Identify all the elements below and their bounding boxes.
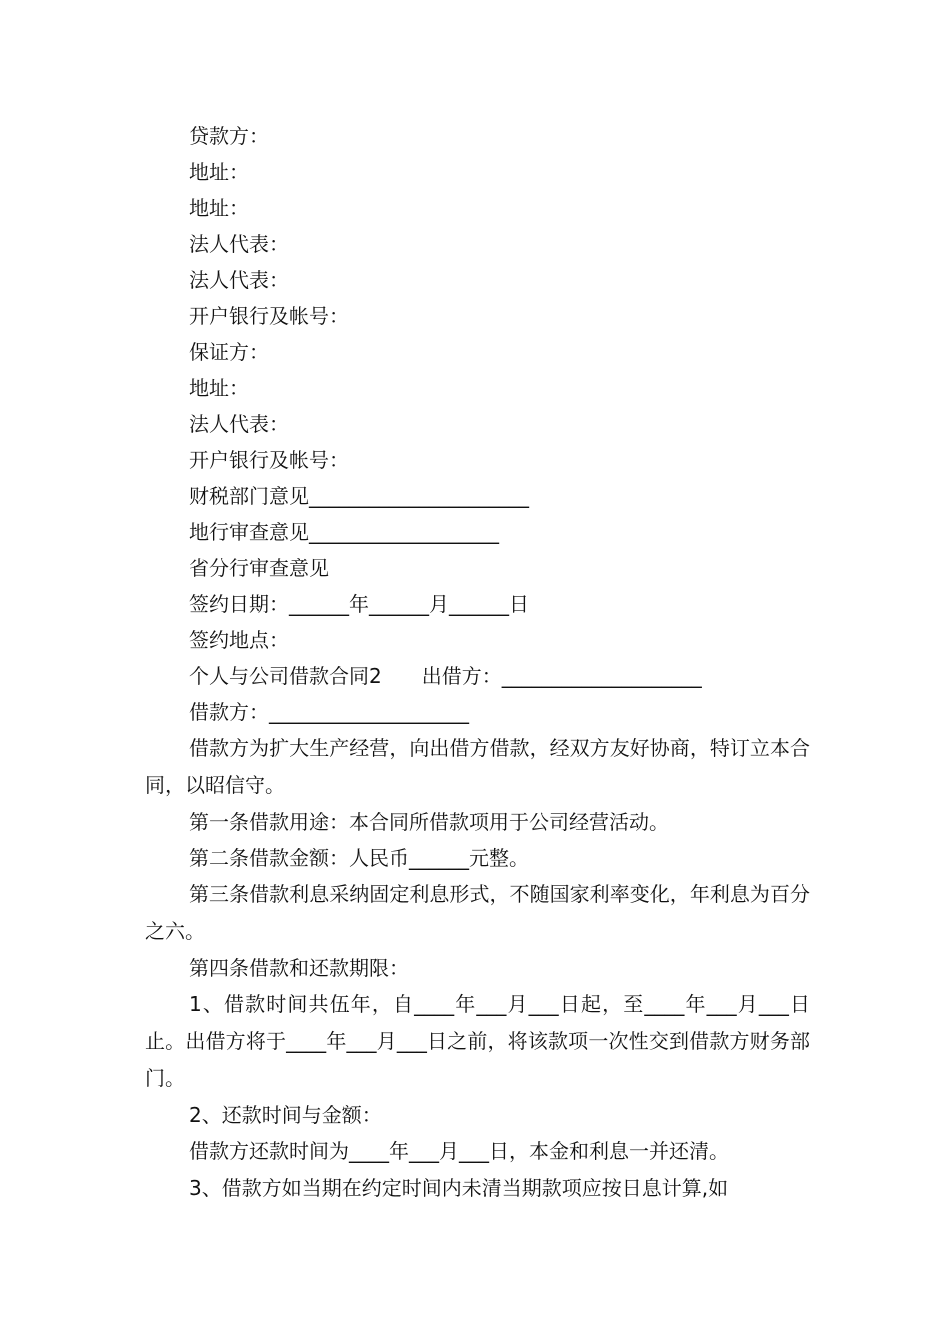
signing-place: 签约地点： — [189, 628, 289, 652]
clause-1: 1、借款时间共伍年，自____年___月___日起，至____年___月___日止。出借方将于____年___月___日之前，将该款项一次性交到借款方财务部门。 — [145, 992, 810, 1090]
clause-2: 2、还款时间与金额： — [189, 1103, 382, 1127]
tax-dept-opinion: 财税部门意见______________________ — [189, 484, 529, 508]
contract-body — [145, 118, 810, 1207]
bank-account-label: 开户银行及帐号： — [189, 304, 349, 328]
signing-date: 签约日期：______年______月______日 — [189, 592, 529, 616]
bank-account-label: 开户银行及帐号： — [189, 448, 349, 472]
clause-3: 3、借款方如当期在约定时间内未清当期款项应按日息计算,如 — [189, 1176, 729, 1200]
legal-rep-label: 法人代表： — [189, 232, 289, 256]
address-label: 地址： — [189, 196, 249, 220]
article-3: 第三条借款利息采纳固定利息形式，不随国家利率变化，年利息为百分之六。 — [145, 882, 810, 943]
legal-rep-label: 法人代表： — [189, 268, 289, 292]
legal-rep-label: 法人代表： — [189, 412, 289, 436]
borrower-label: 借款方：____________________ — [189, 700, 469, 724]
article-2: 第二条借款金额：人民币______元整。 — [189, 846, 529, 870]
address-label: 地址： — [189, 376, 249, 400]
repayment-time: 借款方还款时间为____年___月___日，本金和利息一并还清。 — [189, 1139, 729, 1163]
address-label: 地址： — [189, 160, 249, 184]
article-4: 第四条借款和还款期限： — [189, 956, 409, 980]
local-bank-opinion: 地行审查意见___________________ — [189, 520, 499, 544]
article-1: 第一条借款用途：本合同所借款项用于公司经营活动。 — [189, 810, 669, 834]
provincial-bank-opinion: 省分行审查意见 — [189, 556, 329, 580]
contract-title-lender: 个人与公司借款合同2 出借方：____________________ — [189, 664, 702, 688]
lender-label: 贷款方： — [189, 124, 269, 148]
guarantor-label: 保证方： — [189, 340, 269, 364]
preamble-paragraph: 借款方为扩大生产经营，向出借方借款，经双方友好协商，特订立本合同，以昭信守。 — [145, 736, 810, 797]
